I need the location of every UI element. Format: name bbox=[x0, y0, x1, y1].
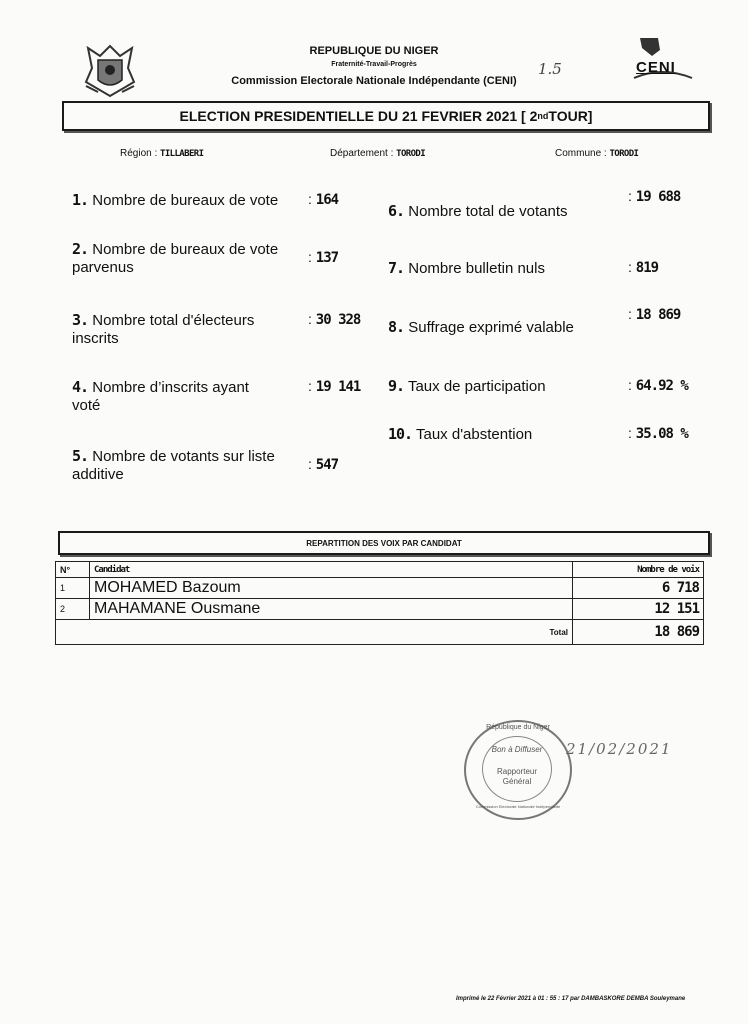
candidate-name: MAHAMANE Ousmane bbox=[90, 599, 573, 620]
stat-label: Nombre total de votants bbox=[408, 203, 568, 220]
stamp-inner-text-3: Général bbox=[502, 777, 532, 786]
stat-number: 3. bbox=[72, 311, 89, 329]
table-row bbox=[56, 578, 704, 599]
stat-number: 6. bbox=[388, 202, 405, 220]
total-row bbox=[56, 620, 704, 645]
stat-label: Nombre de bureaux de vote bbox=[92, 192, 279, 209]
col-header-candidate bbox=[90, 562, 573, 578]
stat-label: Nombre bulletin nuls bbox=[408, 260, 545, 277]
stat-label-continued: voté bbox=[72, 397, 101, 414]
col-header-number: N° bbox=[56, 562, 90, 578]
stat-value: 164 bbox=[315, 192, 339, 208]
table-header-row bbox=[56, 562, 704, 578]
stat-value: 547 bbox=[315, 457, 339, 473]
stat-number: 4. bbox=[72, 378, 89, 396]
republic-title: REPUBLIQUE DU NIGER bbox=[309, 45, 439, 57]
region-field bbox=[120, 148, 203, 159]
ceni-logo-text: CENI bbox=[636, 59, 676, 76]
print-footer: Imprimé le 22 Février 2021 à 01 : 55 : 17 par DAMBASKORE DEMBA Souleymane bbox=[456, 996, 686, 1002]
stat-value: 19 141 bbox=[315, 379, 361, 395]
stamp-bottom-text: Commission Electorale Nationale Indépendante bbox=[475, 804, 561, 809]
stat-left-3: 3. Nombre total d'électeurs inscrits : 30 328 bbox=[72, 311, 372, 348]
stat-right-10: 10. Taux d'abstention : 35.08 % bbox=[388, 425, 688, 443]
stamp-inner-text-2: Rapporteur bbox=[496, 767, 538, 776]
departement-label: Département : bbox=[330, 148, 397, 159]
stat-label: Nombre total d'électeurs bbox=[92, 312, 255, 329]
col-header-candidate-text: Candidat bbox=[94, 565, 130, 575]
commune-label: Commune : bbox=[555, 148, 610, 159]
candidates-table bbox=[55, 561, 704, 645]
total-votes: 18 869 bbox=[573, 620, 704, 645]
candidate-name: MOHAMED Bazoum bbox=[90, 578, 573, 599]
stat-right-9: 9. Taux de participation : 64.92 % bbox=[388, 377, 688, 395]
stat-value: 819 bbox=[635, 260, 659, 276]
stat-value: 19 688 bbox=[635, 189, 681, 205]
election-title bbox=[62, 101, 710, 131]
national-motto: Fraternité-Travail-Progrès bbox=[331, 61, 417, 68]
stat-value: 35.08 % bbox=[635, 426, 688, 442]
stat-value: 64.92 % bbox=[635, 378, 688, 394]
stamp-inner-text-1: Bon à Diffuser bbox=[491, 745, 543, 754]
stamp-inner-ring bbox=[482, 736, 552, 802]
commune-value: TORODI bbox=[609, 149, 639, 159]
candidate-votes: 12 151 bbox=[573, 599, 704, 620]
stat-right-7: 7. Nombre bulletin nuls : 819 bbox=[388, 259, 659, 277]
row-number: 2 bbox=[56, 599, 90, 620]
total-label: Total bbox=[56, 620, 573, 645]
candidate-votes: 6 718 bbox=[573, 578, 704, 599]
commission-name: Commission Electorale Nationale Indépendante (CENI) bbox=[231, 75, 517, 87]
official-stamp bbox=[464, 720, 572, 820]
stat-label-continued: additive bbox=[72, 466, 124, 483]
stat-left-4: 4. Nombre d’inscrits ayant voté : 19 141 bbox=[72, 378, 372, 415]
election-title-sup: nd bbox=[537, 111, 549, 121]
departement-field bbox=[330, 148, 425, 159]
stat-left-1: 1. Nombre de bureaux de vote : 164 bbox=[72, 191, 339, 209]
region-label: Région : bbox=[120, 148, 161, 159]
stat-label: Suffrage exprimé valable bbox=[408, 319, 574, 336]
stat-label: Nombre d’inscrits ayant bbox=[92, 379, 249, 396]
row-number: 1 bbox=[56, 578, 90, 599]
repartition-title: REPARTITION DES VOIX PAR CANDIDAT bbox=[58, 531, 710, 555]
stat-label: Taux d'abstention bbox=[416, 426, 533, 443]
stat-number: 1. bbox=[72, 191, 89, 209]
stat-value: 137 bbox=[315, 250, 339, 266]
commune-field bbox=[555, 148, 638, 159]
stat-number: 9. bbox=[388, 377, 405, 395]
col-header-votes bbox=[573, 562, 704, 578]
handwritten-note: 1.5 bbox=[538, 60, 562, 78]
stat-number: 2. bbox=[72, 240, 89, 258]
signature-date: 21/02/2021 bbox=[566, 740, 673, 758]
stat-value: 30 328 bbox=[315, 312, 361, 328]
stat-label: Nombre de votants sur liste bbox=[92, 448, 275, 465]
election-title-main: ELECTION PRESIDENTIELLE DU 21 FEVRIER 2021 [ 2 bbox=[179, 108, 538, 124]
departement-value: TORODI bbox=[396, 149, 426, 159]
election-title-end: TOUR] bbox=[548, 108, 593, 124]
stat-label-continued: parvenus bbox=[72, 259, 134, 276]
stat-value: 18 869 bbox=[635, 307, 681, 323]
col-header-votes-text: Nombre de voix bbox=[637, 565, 699, 575]
stat-left-2: 2. Nombre de bureaux de vote parvenus : 137 bbox=[72, 240, 372, 277]
table-row bbox=[56, 599, 704, 620]
stat-number: 10. bbox=[388, 425, 413, 443]
stat-label: Taux de participation bbox=[407, 378, 546, 395]
stat-number: 7. bbox=[388, 259, 405, 277]
stat-left-5: 5. Nombre de votants sur liste additive : 547 bbox=[72, 447, 372, 484]
stat-label-continued: inscrits bbox=[72, 330, 119, 347]
stat-number: 8. bbox=[388, 318, 405, 336]
region-value: TILLABERI bbox=[160, 149, 204, 159]
stamp-outer-text: République du Niger bbox=[486, 724, 550, 731]
stat-label: Nombre de bureaux de vote bbox=[92, 241, 279, 258]
stat-number: 5. bbox=[72, 447, 89, 465]
